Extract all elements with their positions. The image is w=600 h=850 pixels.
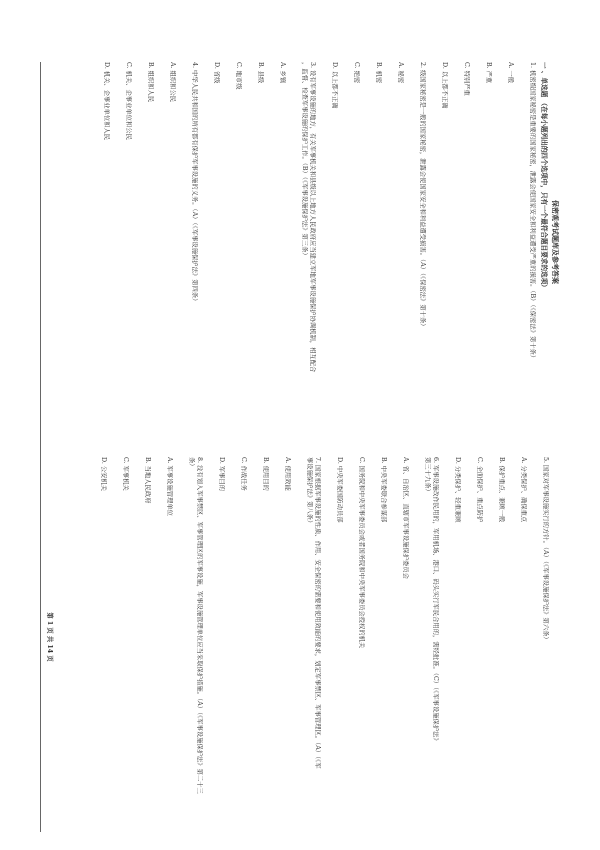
answer-option: B. 中央军委联合参谋部 [380,457,387,523]
answer-option: A. 乡镇 [279,62,286,84]
answer-option: B. 严重 [485,62,492,84]
page-footer: 第 1 页 共 14 页 [46,612,53,662]
answer-option: C. 机关、企事业单位和公民 [125,62,132,140]
answer-option: D. 机关、企事业单位和人民 [103,62,110,141]
document-title: 保密观考试题库及参考答案 [551,200,560,284]
answer-option: D. 以上都不正确 [441,62,448,109]
question-text: 4. 中华人民共和国的所有都有保护军事设施的义务。（A）（《军事设施保护法》第四条） [191,62,198,305]
answer-option: A. 一般 [507,62,514,84]
answer-option: B. 使用目的 [262,457,269,491]
question-text: 2. 级国家秘密是一般的国家秘密，泄露会使国家安全和利益遭受损害。（A）（《保密法》第十条） [419,62,426,330]
answer-option: A. 军事设施管理单位 [166,457,173,516]
answer-option: C. 地市级 [235,62,242,90]
answer-option: C. 作战任务 [240,457,247,491]
answer-option: D. 中央军委国防动员部 [336,457,343,523]
question-text: 条） [188,457,195,470]
section-heading: 一 、单选题 （在每小题列出的四个选项中，只有一个最符合题目要求的选项） [540,62,548,291]
answer-option: B. 当地人民政府 [144,457,151,504]
answer-option: A. 分类保护、确保重点 [520,457,527,523]
answer-option: B. 机密 [375,62,382,84]
question-text: 3. 设有军事设施的地方，有关军事机关和县级以上地方人民政府应当建立军地军事设施保护协调机制，相互配合 [309,62,316,373]
answer-option: D. 以上都不正确 [331,62,338,109]
answer-option: A. 秘密 [397,62,404,84]
answer-option: A. 组织和公民 [169,62,176,103]
answer-option: C. 绝密 [353,62,360,84]
question-text: 事设施保护法》第八条） [306,457,313,527]
answer-option: C. 特别严重 [463,62,470,96]
answer-option: A. 省、自治区、直辖市军事设施保护委员会 [402,457,409,579]
question-text: 8. 没有划入军事禁区、军事管理区的军事设施，军事设施管理单位应当采取保护措施。（A）（《军事设施保护法》第二十三 [196,457,203,794]
question-text: 1. 机密级国家秘密是重要的国家秘密，泄露会使国家安全和利益遭受严重的损害。（B）（《保密法》第十条） [529,62,536,362]
left-column [88,62,560,422]
answer-option: C. 全面保护、重点防护 [476,457,483,523]
answer-option: B. 组织和人民 [147,62,154,103]
right-column [85,457,560,817]
answer-option: C. 国务院和中央军事委员会或者国务院和中央军事委员会授权的机关 [358,457,365,649]
question-text: ，监督、检查军事设施的保护工作。（B）（《军事设施保护法》第三条） [301,62,308,259]
answer-option: D. 省级 [213,62,220,84]
answer-option: C. 军事机关 [122,457,129,491]
question-text: 第三十九条） [424,457,431,495]
question-text: 5. 国家对军事设施实行的方针。（A）（《军事设施保护法》第六条） [542,457,549,643]
answer-option: D. 军事目的 [218,457,225,492]
answer-option: D. 分类保护、轻重兼顾 [454,457,461,523]
answer-option: B. 县级 [257,62,264,84]
answer-option: D. 公安机关 [100,457,107,492]
answer-option: B. 保护重点、兼顾一般 [498,457,505,523]
answer-option: A. 使用效能 [284,457,291,491]
rotated-document-page [40,62,560,832]
question-text: 6. 军事设施改作民用的，军用机场、港口、码头实行军民合用的，需经批准。（C）（《军事设施保护法》 [432,457,439,744]
question-text: 7. 国家根据军事设施的性质、作用、安全保密的需要和使用效能的要求，划定军事禁区、军事管理区。（A）（《军 [314,457,321,769]
